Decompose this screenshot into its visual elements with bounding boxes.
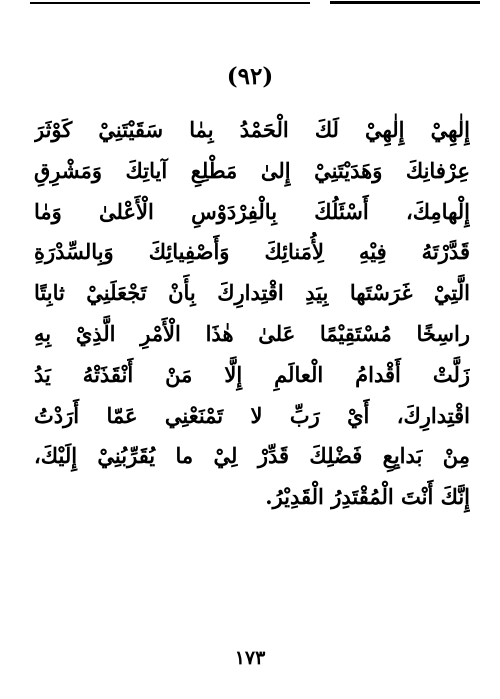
text-line-3: إِلْهامِكَ، أَسْئَلُكَ بِالْفِرْدَوْسِ الْأَعْلىٰ وَمٰا: [34, 198, 470, 224]
text-line-2: عِرْفانِكَ وَهَدَيْتَنِيْ إِلىٰ مَطْلِعِ آياتِكَ وَمَشْرِقِ: [34, 157, 470, 183]
text-line-7: زَلَّتْ أَقْدامُ الْعالَمِ إِلَّا مَنْ أَنْقَذَتْهُ يَدُ: [34, 361, 470, 387]
section-number: (٩٢): [226, 63, 274, 90]
text-line-6: راسِخًا مُسْتَقِيْمًا عَلىٰ هٰذَا الْأَمْرِ الَّذِيْ بِهِ: [34, 320, 470, 346]
text-line-10: إِنَّكَ أَنْتَ الْمُقْتَدِرُ الْقَدِيْرُ.: [265, 484, 470, 510]
text-line-1: إِلٰهِيْ إِلٰهِيْ لَكَ الْحَمْدُ بِمٰا سَقَيْتَنِيْ كَوْثَرَ: [34, 117, 470, 142]
prayer-text: [34, 110, 470, 518]
page-number: ١٧٣: [234, 647, 266, 669]
top-rule-segment-left: [30, 2, 310, 4]
text-line-9: مِنْ بَدايِعِ فَضْلِكَ قَدِّرْ لِيْ ما يُقَرِّبُنِيْ إِلَيْكَ،: [34, 443, 470, 469]
top-rule-segment-right: [330, 1, 480, 4]
text-line-8: اقْتِدارِكَ، أَيْ رَبِّ لا تَمْنَعْنِي عَمّا أَرَدْتُ: [34, 402, 470, 428]
text-line-4: قَدَّرْتَهُ فِيْهِ لِأُمَنائِكَ وَأَصْفِيائِكَ وَبِالسِّدْرَةِ: [34, 239, 470, 265]
text-line-5: الَّتِيْ غَرَسْتَها بِيَدِ اقْتِدارِكَ بِأَنْ تَجْعَلَنِيْ ثابِتًا: [34, 280, 470, 306]
top-decorative-rule: [0, 0, 500, 10]
